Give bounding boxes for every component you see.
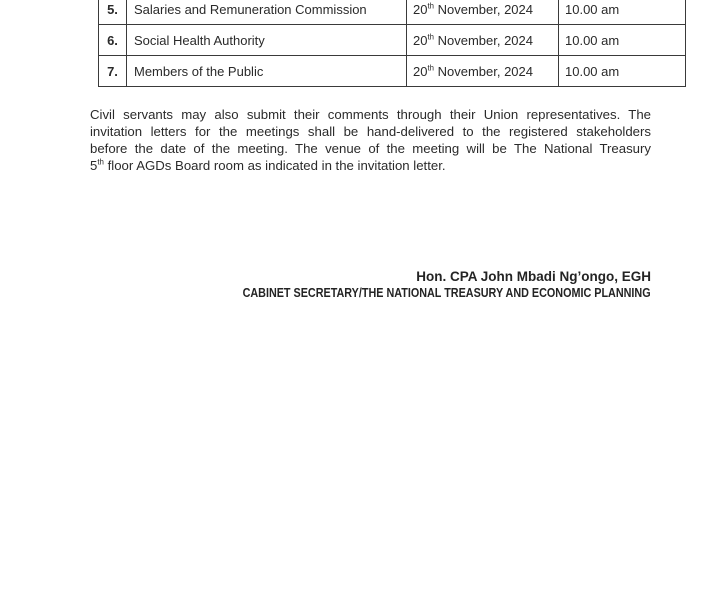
stakeholder-name-cell: Salaries and Remuneration Commission bbox=[127, 0, 407, 25]
ordinal-suffix: th bbox=[97, 157, 104, 167]
meeting-time-cell: 10.00 am bbox=[559, 56, 686, 87]
ordinal-suffix: th bbox=[427, 63, 434, 73]
row-number-cell: 7. bbox=[99, 56, 127, 87]
date-day: 20 bbox=[413, 32, 428, 48]
signatory-name: Hon. CPA John Mbadi Ng’ongo, EGH bbox=[416, 269, 651, 284]
paragraph-line: before the date of the meeting. The venue of the meeting will be The National Treasury bbox=[90, 141, 651, 156]
date-day: 20 bbox=[413, 63, 428, 79]
date-rest: November, 2024 bbox=[433, 32, 533, 48]
paragraph-line: invitation letters for the meetings shall be hand-delivered to the registered stakeholders bbox=[90, 124, 651, 139]
meeting-date-cell bbox=[407, 25, 559, 56]
date-rest: November, 2024 bbox=[433, 1, 533, 17]
paragraph-line: Civil servants may also submit their comments through their Union representatives. The bbox=[90, 107, 651, 122]
paragraph-text: floor AGDs Board room as indicated in the invitation letter. bbox=[103, 158, 446, 173]
notice-paragraph bbox=[90, 106, 651, 174]
table-row bbox=[99, 0, 686, 25]
table-row bbox=[99, 25, 686, 56]
meeting-date-cell bbox=[407, 0, 559, 25]
meeting-date-cell bbox=[407, 56, 559, 87]
signatory-title: CABINET SECRETARY/THE NATIONAL TREASURY AND ECONOMIC PLANNING bbox=[242, 285, 651, 300]
meeting-time-cell: 10.00 am bbox=[559, 25, 686, 56]
row-number-cell: 6. bbox=[99, 25, 127, 56]
ordinal-suffix: th bbox=[427, 32, 434, 42]
signature-block bbox=[159, 269, 651, 301]
date-day: 20 bbox=[413, 1, 428, 17]
stakeholder-name-cell: Social Health Authority bbox=[127, 25, 407, 56]
stakeholder-name-cell: Members of the Public bbox=[127, 56, 407, 87]
ordinal-suffix: th bbox=[427, 1, 434, 11]
table-row bbox=[99, 56, 686, 87]
row-number-cell: 5. bbox=[99, 0, 127, 25]
date-rest: November, 2024 bbox=[433, 63, 533, 79]
meeting-time-cell: 10.00 am bbox=[559, 0, 686, 25]
paragraph-text: 5 bbox=[90, 158, 98, 173]
stakeholder-meeting-table bbox=[98, 0, 686, 87]
paragraph-line bbox=[90, 157, 651, 174]
